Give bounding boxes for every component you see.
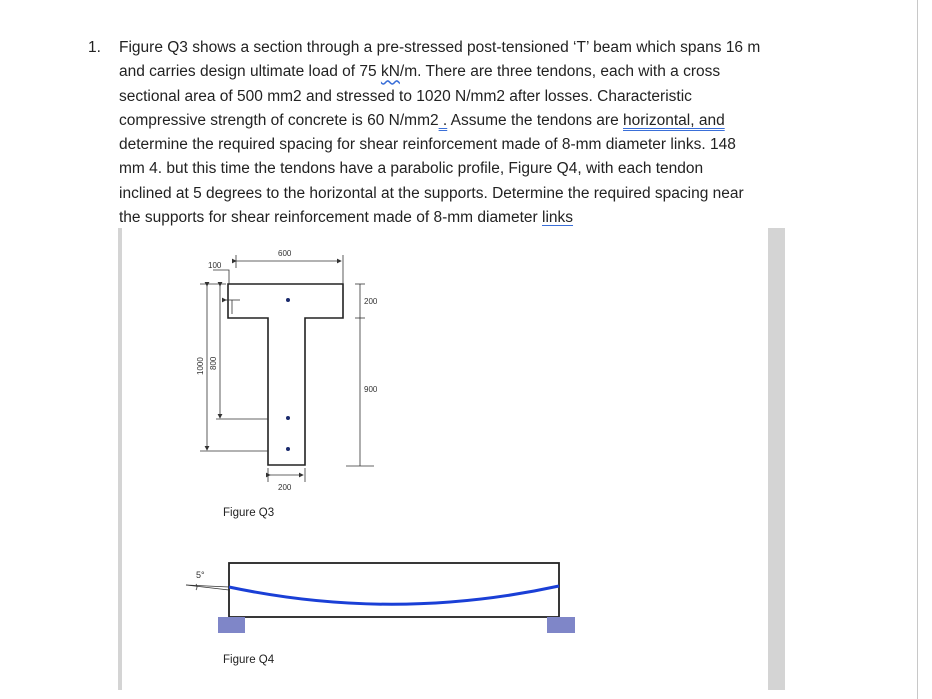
grammar-mark-horizontal: horizontal, and (623, 111, 725, 129)
question-line-4: compressive strength of concrete is 60 N/mm2 . Assume the tendons are horizontal, and (119, 111, 725, 129)
question-line-1: Figure Q3 shows a section through a pre-stressed post-tensioned ‘T’ beam which spans 16 m (119, 39, 761, 56)
question-line-5: determine the required spacing for shear reinforcement made of 8-mm diameter links. 148 (119, 136, 736, 154)
question-number: 1. (88, 39, 101, 56)
t-beam-outline (228, 284, 343, 465)
figure-q4-caption: Figure Q4 (223, 654, 275, 666)
dim-total-depth: 1000 (196, 357, 205, 375)
figure-q3-caption: Figure Q3 (223, 507, 275, 519)
left-support (218, 617, 245, 633)
question-line-6: mm 4. but this time the tendons have a parabolic profile, Figure Q4, with each tendon (119, 160, 704, 178)
dim-web-width: 200 (278, 483, 292, 492)
right-support (547, 617, 575, 633)
grammar-mark-links: links (542, 209, 574, 227)
tendon-dot-1 (286, 298, 290, 302)
angle-label: 5° (196, 570, 205, 580)
question-line-7: inclined at 5 degrees to the horizontal at the supports. Determine the required spacing near (119, 184, 744, 202)
question-line-8: the supports for shear reinforcement made of 8-mm diameter links (119, 209, 574, 227)
spellcheck-kn: kN (380, 63, 400, 81)
parabolic-tendon (229, 586, 559, 604)
tendon-dot-3 (286, 447, 290, 451)
grammar-mark-period: . (438, 111, 448, 129)
question-line-2: and carries design ultimate load of 75 kN/m. There are three tendons, each with a cross (119, 63, 721, 81)
dim-flange-depth: 200 (364, 297, 378, 306)
question-line-3: sectional area of 500 mm2 and stressed to 1020 N/mm2 after losses. Characteristic (119, 87, 692, 105)
dim-web-depth: 900 (364, 385, 378, 394)
dim-left-overhang: 100 (208, 261, 222, 270)
tendon-dot-2 (286, 416, 290, 420)
dim-tendon-depth: 800 (209, 356, 218, 370)
dim-flange-width: 600 (278, 249, 292, 258)
beam-elevation (229, 563, 559, 617)
